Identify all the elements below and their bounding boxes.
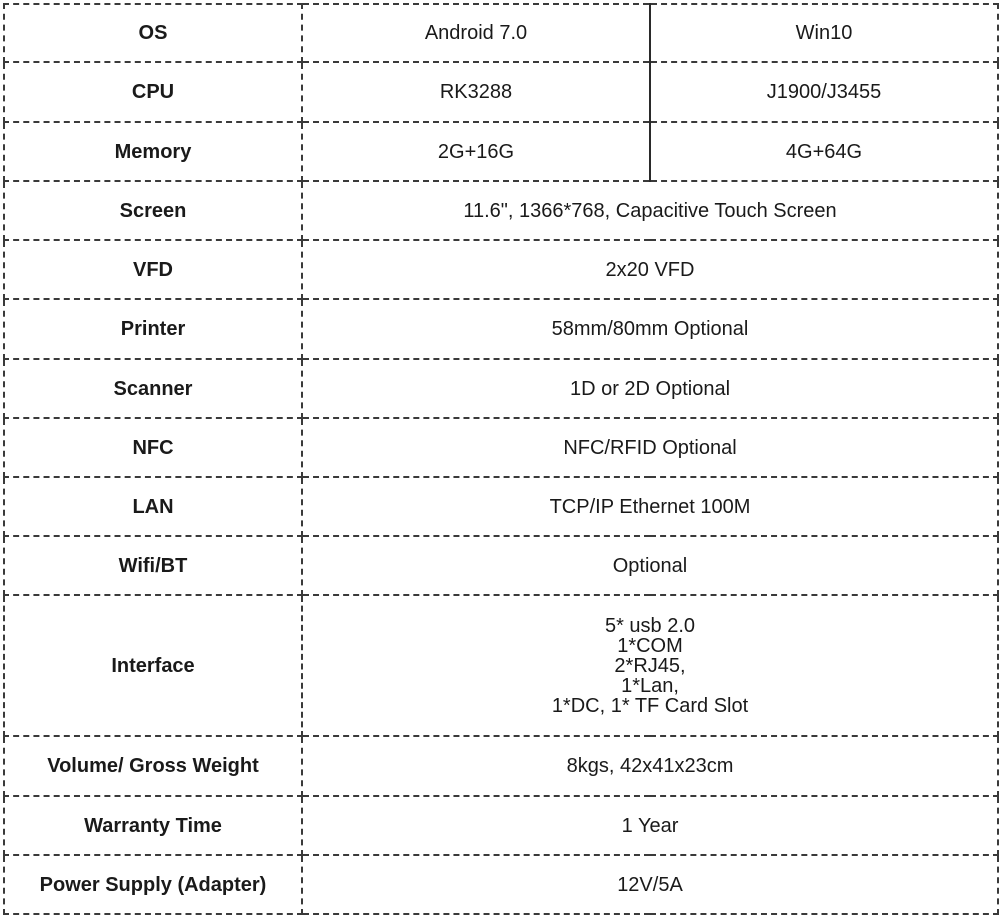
lan-label: LAN <box>4 477 302 536</box>
row-memory <box>4 122 998 181</box>
weight-value: 8kgs, 42x41x23cm <box>302 736 998 796</box>
row-scanner <box>4 359 998 418</box>
row-nfc <box>4 418 998 477</box>
cpu-windows-value: J1900/J3455 <box>650 62 998 122</box>
nfc-label: NFC <box>4 418 302 477</box>
interface-label: Interface <box>4 595 302 736</box>
printer-label: Printer <box>4 299 302 359</box>
row-wifi <box>4 536 998 595</box>
row-cpu <box>4 62 998 122</box>
os-android-value: Android 7.0 <box>302 4 650 62</box>
nfc-value: NFC/RFID Optional <box>302 418 998 477</box>
row-power <box>4 855 998 914</box>
weight-label: Volume/ Gross Weight <box>4 736 302 796</box>
row-warranty <box>4 796 998 855</box>
os-windows-value: Win10 <box>650 4 998 62</box>
wifi-value: Optional <box>302 536 998 595</box>
power-value: 12V/5A <box>302 855 998 914</box>
row-lan <box>4 477 998 536</box>
row-vfd <box>4 240 998 299</box>
screen-value: 11.6", 1366*768, Capacitive Touch Screen <box>302 181 998 240</box>
scanner-label: Scanner <box>4 359 302 418</box>
cpu-label: CPU <box>4 62 302 122</box>
row-printer <box>4 299 998 359</box>
power-label: Power Supply (Adapter) <box>4 855 302 914</box>
scanner-value: 1D or 2D Optional <box>302 359 998 418</box>
memory-label: Memory <box>4 122 302 181</box>
row-weight <box>4 736 998 796</box>
interface-line: 5* usb 2.0 <box>604 614 696 637</box>
warranty-value: 1 Year <box>302 796 998 855</box>
cpu-android-value: RK3288 <box>302 62 650 122</box>
row-os <box>4 4 998 62</box>
interface-line: 1*COM <box>617 634 683 657</box>
screen-label: Screen <box>4 181 302 240</box>
interface-line: 1*DC, 1* TF Card Slot <box>551 694 749 717</box>
lan-value: TCP/IP Ethernet 100M <box>302 477 998 536</box>
row-interface <box>4 595 998 736</box>
os-label: OS <box>4 4 302 62</box>
interface-value <box>302 595 998 736</box>
warranty-label: Warranty Time <box>4 796 302 855</box>
spec-table <box>3 3 999 915</box>
memory-android-value: 2G+16G <box>302 122 650 181</box>
vfd-label: VFD <box>4 240 302 299</box>
row-screen <box>4 181 998 240</box>
vfd-value: 2x20 VFD <box>302 240 998 299</box>
interface-line: 1*Lan, <box>621 674 679 697</box>
wifi-label: Wifi/BT <box>4 536 302 595</box>
interface-line: 2*RJ45, <box>614 654 686 677</box>
memory-windows-value: 4G+64G <box>650 122 998 181</box>
printer-value: 58mm/80mm Optional <box>302 299 998 359</box>
